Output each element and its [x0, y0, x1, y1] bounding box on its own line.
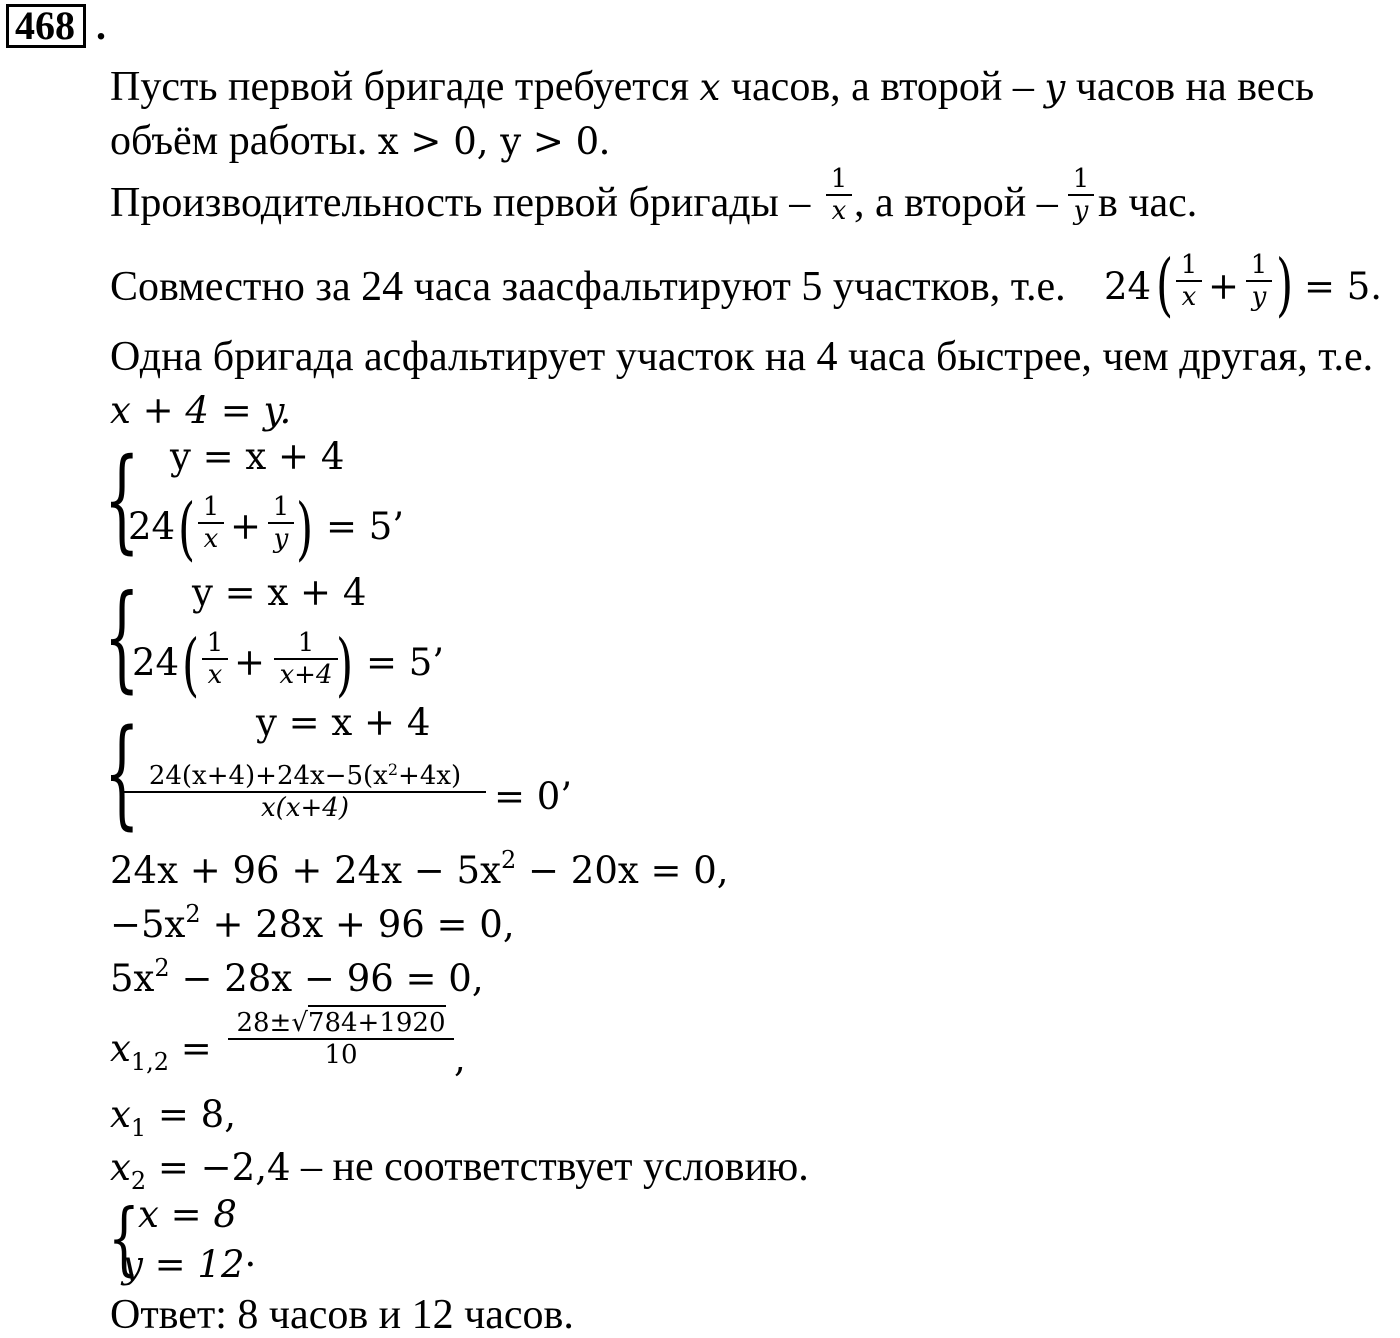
fraction-denominator: x — [1181, 282, 1197, 312]
subscript: 2 — [130, 1167, 147, 1195]
var-x: x — [110, 1146, 131, 1189]
faster-text: Одна бригада асфальтирует участок на 4 часа быстрее, чем другая, т.е. — [110, 334, 1374, 380]
equation-part-b: + 28x + 96 = 0, — [200, 903, 515, 946]
joint-coefficient: 24 — [1104, 265, 1152, 308]
system-1-result: = 5’ — [326, 505, 405, 548]
intro-text-c: часов на весь — [1065, 64, 1315, 110]
fraction-numerator: 1 — [297, 628, 315, 658]
fraction-numerator: 1 — [1180, 250, 1198, 280]
root-x2 — [110, 1146, 809, 1193]
plus-sign: + — [234, 641, 266, 684]
intro-text-d: объём работы. — [110, 118, 378, 164]
var-x: x — [110, 1093, 131, 1136]
equation-simplified — [110, 900, 515, 946]
exponent: 2 — [185, 900, 201, 928]
fraction-1-over-y — [1068, 166, 1094, 224]
system-1-fraction-1-over-x — [198, 494, 224, 552]
var-y: y — [1044, 66, 1066, 109]
fraction-denominator: x — [207, 660, 223, 690]
exponent: 2 — [387, 760, 399, 779]
fraction-numerator — [149, 762, 461, 789]
intro-line-2 — [110, 120, 610, 162]
equation-part-b: − 28x − 96 = 0, — [169, 957, 484, 1000]
fraction-numerator — [236, 1010, 445, 1036]
right-parenthesis: ) — [336, 626, 354, 706]
fraction-denominator: x+4 — [279, 660, 333, 690]
fraction-numerator: 1 — [272, 492, 290, 522]
system-1-fraction-1-over-y — [268, 494, 294, 552]
solution-y-text: y = 12 — [122, 1243, 245, 1286]
fraction-denominator: y — [273, 524, 289, 554]
radicand: 784+1920 — [308, 1005, 446, 1038]
fraction-denominator: x — [831, 196, 847, 226]
positivity-condition: x > 0, y > 0 — [377, 120, 600, 163]
right-parenthesis: ) — [296, 490, 314, 570]
intro-text-b: часов, а второй – — [720, 64, 1045, 110]
left-parenthesis: ( — [182, 626, 200, 706]
equation-part-a: −5x — [110, 903, 186, 946]
system-2-fraction-1-over-x — [202, 630, 228, 688]
intro-text-a: Пусть первой бригаде требуется — [110, 64, 700, 110]
system-1-coefficient: 24 — [128, 505, 176, 548]
var-x: x — [110, 1027, 131, 1070]
fraction-denominator: x(x+4) — [261, 793, 349, 823]
root-value: = −2,4 — [146, 1146, 291, 1189]
square-root-sign: √ — [291, 1008, 308, 1038]
equation-expanded — [110, 846, 729, 892]
equation-part-a: 24x + 96 + 24x − 5x — [110, 849, 501, 892]
fraction-denominator: 10 — [324, 1040, 358, 1070]
right-parenthesis: ) — [1276, 246, 1294, 326]
numerator-part: 28± — [236, 1008, 292, 1038]
solution-dot: · — [244, 1243, 257, 1286]
quadratic-formula-fraction — [228, 1010, 454, 1068]
fraction-numerator: 1 — [830, 164, 848, 194]
system-2-coefficient: 24 — [132, 641, 180, 684]
var-x: x — [699, 66, 721, 109]
numerator-part-b: +4x) — [398, 761, 462, 791]
exponent: 2 — [154, 954, 170, 982]
solution-x — [138, 1193, 237, 1236]
fraction-numerator: 1 — [206, 628, 224, 658]
faster-equation — [110, 389, 292, 432]
system-1-brace: { — [104, 436, 140, 566]
left-parenthesis: ( — [178, 490, 196, 570]
exponent: 2 — [500, 846, 517, 874]
numerator-part-a: 24(x+4)+24x−5(x — [148, 761, 388, 791]
subscript: 1,2 — [130, 1048, 170, 1076]
equation-part-b: − 20x = 0, — [516, 849, 729, 892]
fraction-denominator: y — [1073, 196, 1089, 226]
root-x2-note: – не соответствует условию. — [290, 1144, 809, 1190]
system-2-fraction-1-over-x-plus-4 — [274, 630, 338, 688]
equation-normalized — [110, 954, 484, 1000]
system-3-row-1: y = x + 4 — [256, 701, 431, 744]
productivity-text-a: Производительность первой бригады – — [110, 180, 811, 226]
problem-number: 468 — [6, 4, 86, 48]
solution-x-text: x = 8 — [138, 1193, 237, 1236]
intro-period: . — [599, 118, 610, 164]
solution-brace: { — [108, 1192, 140, 1285]
root-x1 — [110, 1093, 236, 1142]
fraction-denominator: x — [203, 524, 219, 554]
system-2-row-1: y = x + 4 — [192, 571, 367, 614]
left-parenthesis: ( — [1156, 246, 1174, 326]
fraction-numerator: 1 — [1250, 250, 1268, 280]
system-3-big-fraction — [124, 762, 486, 821]
faster-equation-text: x + 4 = y. — [110, 389, 292, 432]
root-value: = 8, — [146, 1093, 236, 1136]
joint-work-text: Совместно за 24 часа заасфальтируют 5 участков, т.е. — [110, 264, 1066, 310]
system-2-brace: { — [104, 572, 140, 706]
roots-comma: , — [454, 1037, 466, 1080]
answer: Ответ: 8 часов и 12 часов. — [110, 1292, 574, 1338]
system-3-brace: { — [104, 706, 140, 843]
joint-result: = 5. — [1304, 265, 1383, 308]
fraction-1-over-x — [826, 166, 852, 224]
fraction-numerator: 1 — [202, 492, 220, 522]
plus-sign: + — [1208, 265, 1240, 308]
productivity-text-b: , а второй – — [854, 180, 1058, 226]
system-2-result: = 5’ — [366, 641, 445, 684]
solution-y — [122, 1243, 257, 1286]
intro-line-1 — [110, 66, 1314, 108]
fraction-numerator: 1 — [1072, 164, 1090, 194]
system-3-result: = 0’ — [494, 775, 573, 818]
equation-part-a: 5x — [110, 957, 155, 1000]
plus-sign: + — [230, 505, 262, 548]
system-1-row-1: y = x + 4 — [170, 435, 345, 478]
roots-lhs — [110, 1027, 212, 1076]
joint-fraction-1-over-y — [1246, 252, 1272, 310]
fraction-denominator: y — [1251, 282, 1267, 312]
subscript: 1 — [130, 1114, 147, 1142]
productivity-text-c: в час. — [1098, 180, 1198, 226]
problem-number-dot: . — [96, 3, 106, 48]
equals-sign: = — [169, 1027, 212, 1070]
joint-fraction-1-over-x — [1176, 252, 1202, 310]
